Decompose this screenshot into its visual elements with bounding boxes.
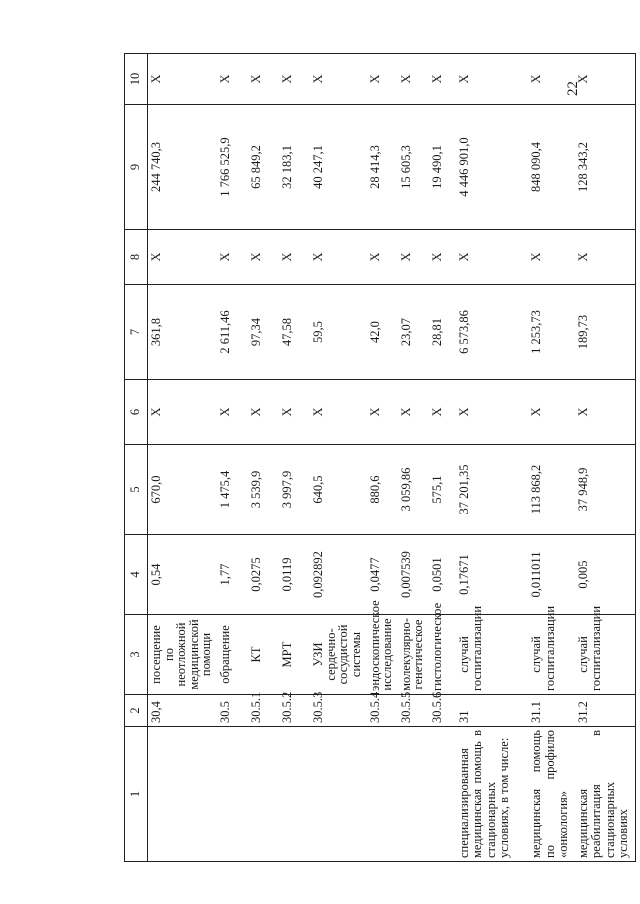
cell-col6: X (367, 380, 398, 445)
cell-name (398, 727, 429, 862)
cell-row-code: 30.5.3 (310, 695, 366, 727)
table-row (528, 54, 574, 862)
cell-col10: X (279, 54, 310, 105)
cell-row-code: 30.5.4 (367, 695, 398, 727)
cell-col8: X (279, 230, 310, 285)
cell-col5: 1 475,4 (217, 445, 248, 535)
cell-col4: 0,17671 (456, 535, 529, 615)
cell-col6: X (575, 380, 636, 445)
cell-col6: X (456, 380, 529, 445)
cell-unit: гистологическое (429, 615, 456, 695)
cell-col5: 640,5 (310, 445, 366, 535)
cell-col7: 97,34 (248, 285, 279, 380)
cell-col7: 47,58 (279, 285, 310, 380)
cell-name (310, 727, 366, 862)
cell-col5: 37 201,35 (456, 445, 529, 535)
cell-col8: X (217, 230, 248, 285)
cell-col5: 37 948,9 (575, 445, 636, 535)
cell-col10: X (367, 54, 398, 105)
cell-col6: X (429, 380, 456, 445)
cell-col5: 113 868,2 (528, 445, 574, 535)
cell-col9: 848 090,4 (528, 105, 574, 230)
header-cell-5: 5 (125, 445, 148, 535)
header-cell-1: 1 (125, 727, 148, 862)
cell-col6: X (310, 380, 366, 445)
cell-row-code: 30,4 (148, 695, 218, 727)
cell-col7: 59,5 (310, 285, 366, 380)
table-row (310, 54, 366, 862)
header-cell-4: 4 (125, 535, 148, 615)
rotated-table-container (124, 54, 636, 862)
cell-unit: УЗИ сердечно-сосудистой системы (310, 615, 366, 695)
cell-col10: X (217, 54, 248, 105)
header-cell-9: 9 (125, 105, 148, 230)
table-row (367, 54, 398, 862)
table-row (429, 54, 456, 862)
cell-col7: 361,8 (148, 285, 218, 380)
cell-col7: 6 573,86 (456, 285, 529, 380)
cell-col10: X (148, 54, 218, 105)
cell-col9: 15 605,3 (398, 105, 429, 230)
cell-col9: 244 740,3 (148, 105, 218, 230)
cell-col7: 28,81 (429, 285, 456, 380)
cell-col8: X (398, 230, 429, 285)
table-row (398, 54, 429, 862)
cell-name: медицинская помощь по профилю «онкология» (528, 727, 574, 862)
cell-col5: 3 997,9 (279, 445, 310, 535)
cell-unit: КТ (248, 615, 279, 695)
cell-col9: 128 343,2 (575, 105, 636, 230)
cell-row-code: 31.1 (528, 695, 574, 727)
cell-name (148, 727, 218, 862)
cell-col6: X (148, 380, 218, 445)
cell-unit: эндоскопическое исследование (367, 615, 398, 695)
cell-col4: 0,0501 (429, 535, 456, 615)
cell-row-code: 30.5.1 (248, 695, 279, 727)
cell-col10: X (398, 54, 429, 105)
cell-row-code: 30.5.5 (398, 695, 429, 727)
cell-unit: посещение по неотложной медицинской помощи (148, 615, 218, 695)
cell-name (429, 727, 456, 862)
cell-col8: X (248, 230, 279, 285)
cell-name: специализированная медицинская помощь в стационарных условиях, в том числе: (456, 727, 529, 862)
header-cell-6: 6 (125, 380, 148, 445)
cell-col7: 2 611,46 (217, 285, 248, 380)
cell-col6: X (248, 380, 279, 445)
cell-col8: X (528, 230, 574, 285)
cell-name (217, 727, 248, 862)
cell-col5: 880,6 (367, 445, 398, 535)
cell-col10: X (429, 54, 456, 105)
cell-col8: X (367, 230, 398, 285)
cell-col9: 19 490,1 (429, 105, 456, 230)
cell-col4: 0,0275 (248, 535, 279, 615)
cell-col4: 0,092892 (310, 535, 366, 615)
header-cell-8: 8 (125, 230, 148, 285)
cell-name: медицинская реабилитация в стационарных условиях (575, 727, 636, 862)
cell-row-code: 30.5 (217, 695, 248, 727)
cell-col7: 42,0 (367, 285, 398, 380)
cell-col4: 0,0119 (279, 535, 310, 615)
cell-row-code: 31.2 (575, 695, 636, 727)
cell-col8: X (148, 230, 218, 285)
cell-col7: 23,07 (398, 285, 429, 380)
cell-name (367, 727, 398, 862)
cell-col10: X (575, 54, 636, 105)
cell-unit: МРТ (279, 615, 310, 695)
cell-col6: X (528, 380, 574, 445)
table-row (217, 54, 248, 862)
cell-col9: 32 183,1 (279, 105, 310, 230)
cell-unit: молекулярно-генетическое (398, 615, 429, 695)
cell-col8: X (456, 230, 529, 285)
cell-name (248, 727, 279, 862)
cell-col6: X (398, 380, 429, 445)
cell-col8: X (575, 230, 636, 285)
cell-col9: 65 849,2 (248, 105, 279, 230)
cell-col7: 189,73 (575, 285, 636, 380)
cell-unit: случай госпитализации (528, 615, 574, 695)
cell-col9: 28 414,3 (367, 105, 398, 230)
cell-col4: 0,0477 (367, 535, 398, 615)
tariff-table (124, 53, 636, 862)
cell-col6: X (217, 380, 248, 445)
table-row (248, 54, 279, 862)
cell-col10: X (248, 54, 279, 105)
cell-col4: 0,005 (575, 535, 636, 615)
cell-col9: 40 247,1 (310, 105, 366, 230)
cell-unit: случай госпитализации (456, 615, 529, 695)
header-cell-3: 3 (125, 615, 148, 695)
cell-col5: 3 059,86 (398, 445, 429, 535)
cell-col8: X (310, 230, 366, 285)
cell-col5: 670,0 (148, 445, 218, 535)
cell-col6: X (279, 380, 310, 445)
cell-col4: 0,54 (148, 535, 218, 615)
cell-row-code: 30.5.6 (429, 695, 456, 727)
header-cell-7: 7 (125, 285, 148, 380)
cell-col8: X (429, 230, 456, 285)
cell-row-code: 30.5.2 (279, 695, 310, 727)
cell-col10: X (310, 54, 366, 105)
table-row (148, 54, 218, 862)
cell-col4: 1,77 (217, 535, 248, 615)
cell-col9: 4 446 901,0 (456, 105, 529, 230)
cell-name (279, 727, 310, 862)
table-row (279, 54, 310, 862)
cell-col10: X (528, 54, 574, 105)
cell-col5: 575,1 (429, 445, 456, 535)
cell-unit: случай госпитализации (575, 615, 636, 695)
table-row (575, 54, 636, 862)
table-row (456, 54, 529, 862)
page-number: 22 (565, 81, 581, 96)
cell-row-code: 31 (456, 695, 529, 727)
cell-col4: 0,011011 (528, 535, 574, 615)
header-row (125, 54, 148, 862)
cell-col5: 3 539,9 (248, 445, 279, 535)
cell-col9: 1 766 525,9 (217, 105, 248, 230)
cell-col4: 0,007539 (398, 535, 429, 615)
cell-unit: обращение (217, 615, 248, 695)
header-cell-10: 10 (125, 54, 148, 105)
header-cell-2: 2 (125, 695, 148, 727)
cell-col7: 1 253,73 (528, 285, 574, 380)
cell-col10: X (456, 54, 529, 105)
